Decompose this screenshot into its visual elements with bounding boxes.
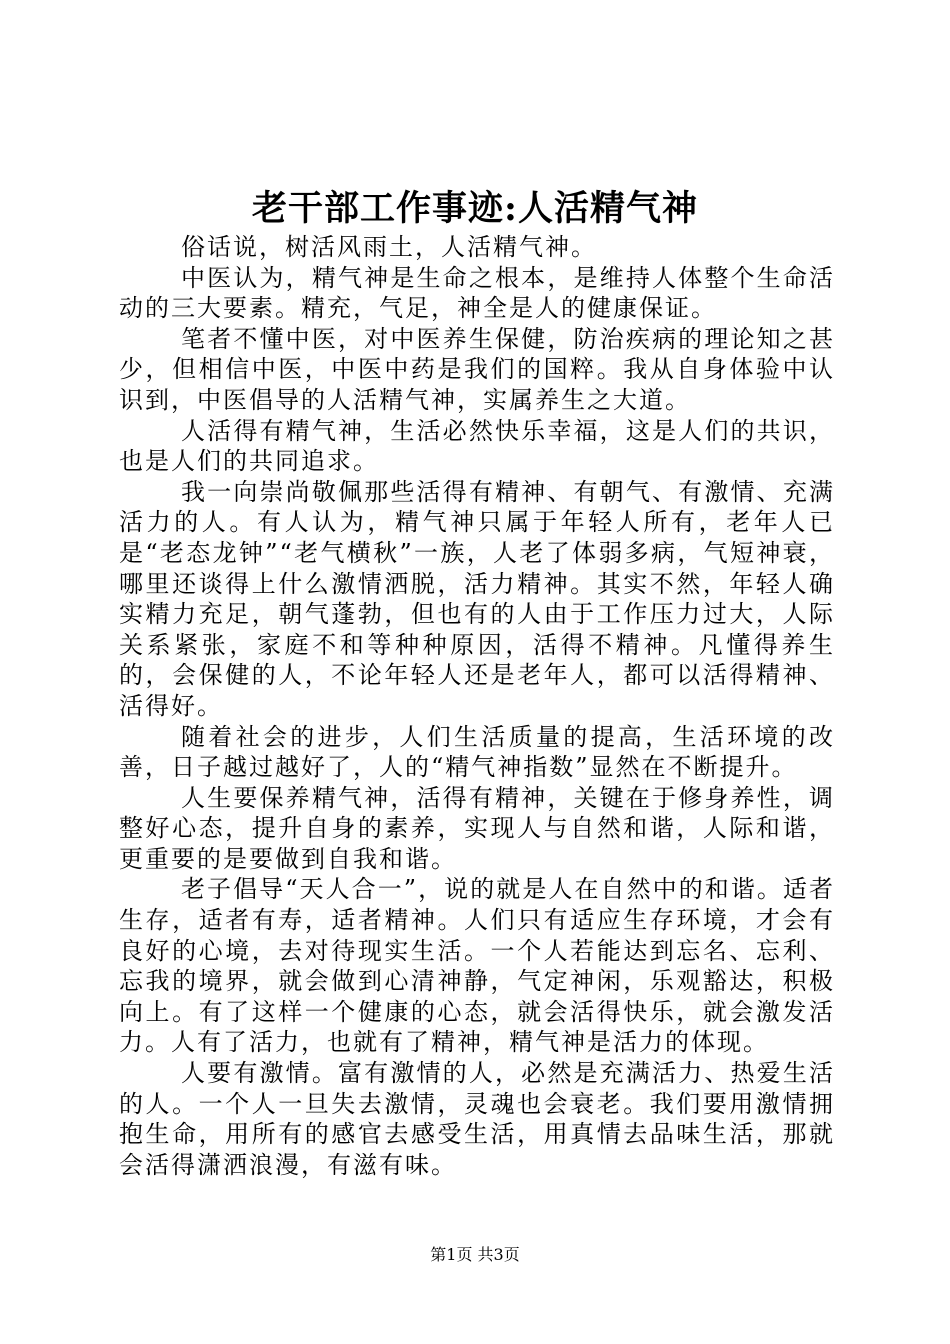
document-title: 老干部工作事迹:人活精气神: [252, 188, 698, 229]
page-number-footer: 第1页 共3页: [430, 1245, 520, 1264]
paragraph: 我一向崇尚敬佩那些活得有精神、有朝气、有激情、充满活力的人。有人认为，精气神只属于年轻人所有，老年人已是“老态龙钟”“老气横秋”一族，人老了体弱多病，气短神衰，哪里还谈得上什么激情洒脱，活力精神。其实不然，年轻人确实精力充足，朝气蓬勃，但也有的人由于工作压力过大，人际关系紧张，家庭不和等种种原因，活得不精神。凡懂得养生的，会保健的人，不论年轻人还是老年人，都可以活得精神、活得好。: [119, 477, 835, 720]
paragraph: 俗话说，树活风雨土，人活精气神。: [181, 233, 597, 261]
paragraph: 人要有激情。富有激情的人，必然是充满活力、热爱生活的人。一个人一旦失去激情，灵魂也会衰老。我们要用激情拥抱生命，用所有的感官去感受生活，用真情去品味生活，那就会活得潇洒浪漫，有滋有味。: [119, 1059, 835, 1179]
paragraph: 中医认为，精气神是生命之根本，是维持人体整个生命活动的三大要素。精充，气足，神全是人的健康保证。: [119, 263, 835, 323]
paragraph: 人活得有精气神，生活必然快乐幸福，这是人们的共识，也是人们的共同追求。: [119, 416, 835, 476]
document-body: [119, 232, 835, 1180]
paragraph: 人生要保养精气神，活得有精神，关键在于修身养性，调整好心态，提升自身的素养，实现人与自然和谐，人际和谐，更重要的是要做到自我和谐。: [119, 783, 835, 873]
paragraph: 随着社会的进步，人们生活质量的提高，生活环境的改善，日子越过越好了，人的“精气神指数”显然在不断提升。: [119, 722, 835, 782]
paragraph: 笔者不懂中医，对中医养生保健，防治疾病的理论知之甚少，但相信中医，中医中药是我们的国粹。我从自身体验中认识到，中医倡导的人活精气神，实属养生之大道。: [119, 324, 835, 414]
paragraph: 老子倡导“天人合一”，说的就是人在自然中的和谐。适者生存，适者有寿，适者精神。人们只有适应生存环境，才会有良好的心境，去对待现实生活。一个人若能达到忘名、忘利、忘我的境界，就会做到心清神静，气定神闲，乐观豁达，积极向上。有了这样一个健康的心态，就会活得快乐，就会激发活力。人有了活力，也就有了精神，精气神是活力的体现。: [119, 875, 835, 1057]
